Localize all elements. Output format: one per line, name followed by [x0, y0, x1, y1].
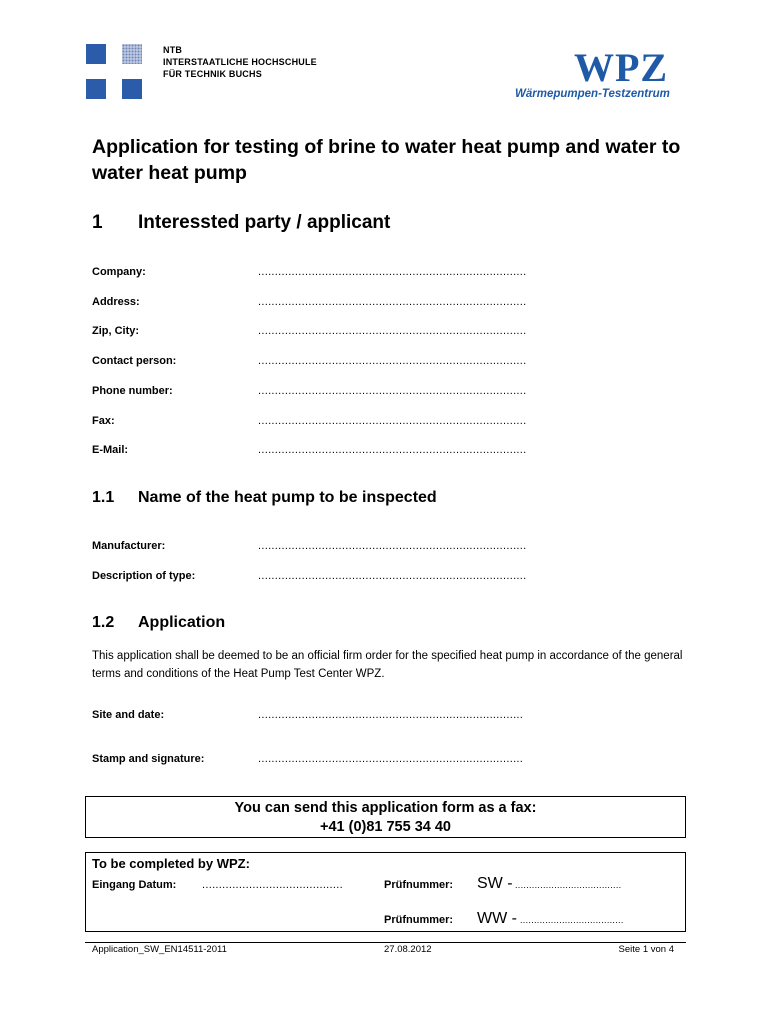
wpz-logo: WPZ: [574, 45, 669, 90]
wpz-box-title: To be completed by WPZ:: [92, 856, 250, 871]
logo-square: [86, 79, 106, 99]
email-label: E-Mail:: [92, 444, 129, 456]
email-field[interactable]: ................................................................................: [258, 444, 527, 456]
site-date-field[interactable]: ...............................................................................: [258, 709, 524, 721]
footer-page: Seite 1 von 4: [618, 944, 674, 955]
pruefnummer-field[interactable]: .....................................: [520, 915, 624, 925]
section-title: Name of the heat pump to be inspected: [138, 489, 437, 506]
contact-person-label: Contact person:: [92, 355, 177, 367]
ntb-line: INTERSTAATLICHE HOCHSCHULE: [163, 57, 317, 67]
manufacturer-field[interactable]: ................................................................................: [258, 540, 527, 552]
section-number: 1: [92, 212, 103, 233]
manufacturer-label: Manufacturer:: [92, 540, 166, 552]
logo-square: [86, 44, 106, 64]
ntb-name: [163, 44, 317, 80]
stamp-signature-field[interactable]: ...............................................................................: [258, 753, 524, 765]
company-field[interactable]: ................................................................................: [258, 266, 527, 278]
pruefnummer-label: Prüfnummer:: [384, 914, 454, 926]
pruefnummer-label: Prüfnummer:: [384, 879, 454, 891]
application-text: This application shall be deemed to be an official firm order for the specified heat pump in accordance of the general terms and conditions of the Heat Pump Test Center WPZ.: [92, 650, 683, 680]
address-label: Address:: [92, 296, 140, 308]
section-number: 1.2: [92, 614, 115, 631]
address-field[interactable]: ................................................................................: [258, 296, 527, 308]
stamp-signature-label: Stamp and signature:: [92, 753, 205, 765]
wpz-subtitle: Wärmepumpen-Testzentrum: [515, 88, 670, 100]
section-title: Application: [138, 614, 226, 631]
eingang-datum-field[interactable]: ..........................................: [202, 879, 343, 891]
company-label: Company:: [92, 266, 146, 278]
contact-person-field[interactable]: ................................................................................: [258, 355, 527, 367]
ntb-line: NTB: [163, 45, 183, 55]
document-title: Application for testing of brine to water heat pump and water to water heat pump: [92, 136, 681, 184]
type-description-label: Description of type:: [92, 570, 196, 582]
zip-city-field[interactable]: ................................................................................: [258, 325, 527, 337]
type-description-field[interactable]: ................................................................................: [258, 570, 527, 582]
section-title: Interessted party / applicant: [138, 212, 391, 233]
footer-doc-id: Application_SW_EN14511-2011: [92, 944, 227, 955]
fax-number: +41 (0)81 755 34 40: [319, 819, 451, 835]
fax-notice-box: [85, 796, 686, 838]
eingang-datum-label: Eingang Datum:: [92, 879, 177, 891]
pruefnummer-field[interactable]: ......................................: [515, 880, 622, 890]
fax-notice-text: You can send this application form as a fax:: [234, 800, 537, 816]
pruefnummer-prefix: SW -: [477, 875, 513, 892]
phone-number-field[interactable]: ................................................................................: [258, 385, 527, 397]
zip-city-label: Zip, City:: [92, 325, 140, 337]
footer-date: 27.08.2012: [384, 944, 432, 955]
logo-square: [122, 79, 142, 99]
fax-label: Fax:: [92, 415, 115, 427]
pruefnummer-prefix: WW -: [477, 910, 517, 927]
fax-field[interactable]: ................................................................................: [258, 415, 527, 427]
logo-square: [122, 44, 142, 64]
footer-divider: [85, 942, 686, 943]
ntb-line: FÜR TECHNIK BUCHS: [163, 69, 262, 79]
phone-number-label: Phone number:: [92, 385, 173, 397]
section-number: 1.1: [92, 489, 115, 506]
site-date-label: Site and date:: [92, 709, 165, 721]
